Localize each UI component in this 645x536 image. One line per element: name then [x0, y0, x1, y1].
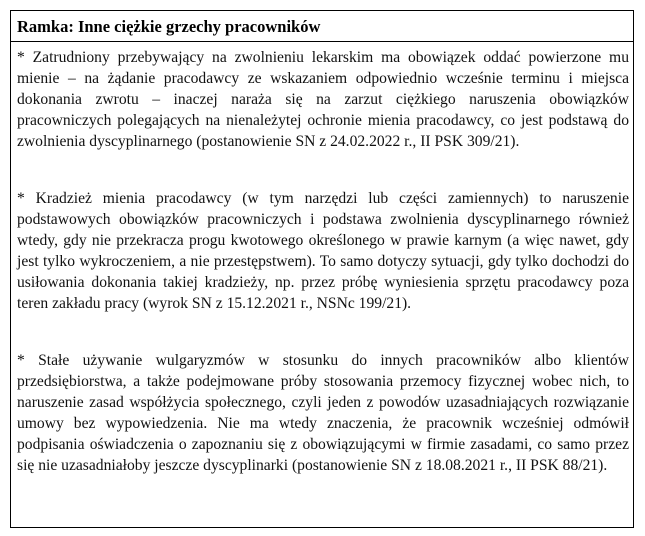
box-paragraph-2: * Kradzież mienia pracodawcy (w tym narzędzi lub części zamiennych) to naruszenie podstawowych obowiązków pracowniczych i podstawa zwolnienia dyscyplinarnego również wtedy, gdy nie przekracza progu kwotowego określonego w prawie karnym (a więc nawet, gdy jest tylko wykroczeniem, a nie przestępstwem). To samo dotyczy sytuacji, gdy tylko dochodzi do usiłowania dokonania takiej kradzieży, np. przez próbę wyniesienia sprzętu pracodawcy poza teren zakładu pracy (wyrok SN z 15.12.2021 r., NSNc 199/21).	[17, 190, 629, 312]
sidebar-box	[10, 10, 634, 528]
box-title: Ramka: Inne ciężkie grzechy pracowników	[11, 11, 633, 42]
box-paragraph-3: * Stałe używanie wulgaryzmów w stosunku do innych pracowników albo klientów przedsiębiorstwa, a także podejmowane próby stosowania przemocy fizycznej wobec nich, to naruszenie zasad współżycia społecznego, czyli jeden z powodów uzasadniających rozwiązanie umowy bez wypowiedzenia. Nie ma wtedy znaczenia, że pracownik wcześniej odmówił podpisania oświadczenia o zapoznaniu się z obowiązującymi w firmie zasadami, co samo przez się nie uzasadniałoby jeszcze dyscyplinarki (postanowienie SN z 18.08.2021 r., II PSK 88/21).	[17, 352, 629, 474]
box-paragraph-1: * Zatrudniony przebywający na zwolnieniu lekarskim ma obowiązek oddać powierzone mu mienie – na żądanie pracodawcy ze wskazaniem odpowiednio wcześnie terminu i miejsca dokonania zwrotu – inaczej naraża się na zarzut ciężkiego naruszenia obowiązków pracowniczych polegających na nienależytej ochronie mienia pracodawcy, co jest podstawą do zwolnienia dyscyplinarnego (postanowienie SN z 24.02.2022 r., II PSK 309/21).	[17, 49, 629, 150]
